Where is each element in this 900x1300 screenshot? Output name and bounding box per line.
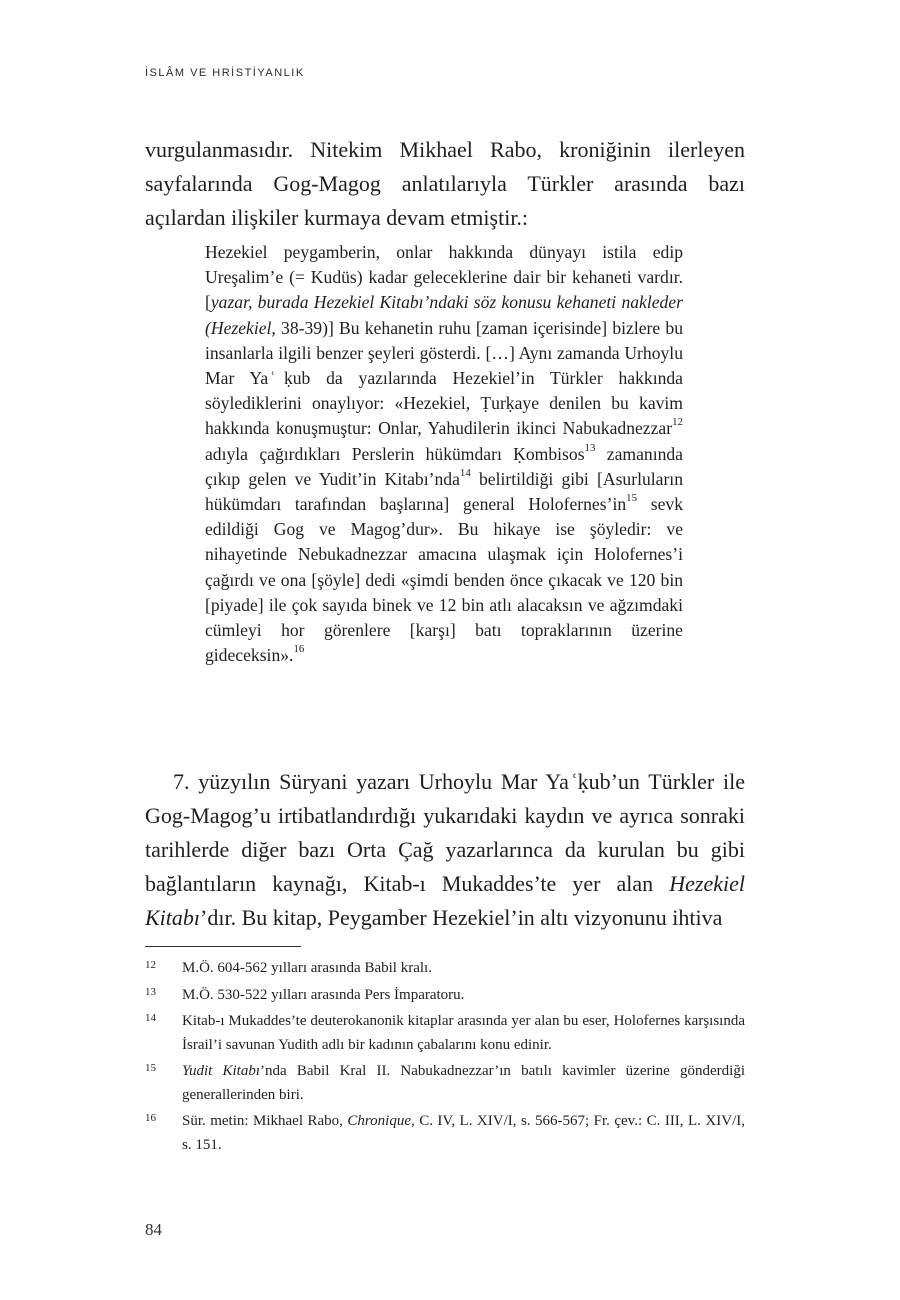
footnote-ref-16[interactable]: 16 — [293, 643, 305, 656]
quote-italic-note: yazar, burada Hezekiel Kitabı’ndaki söz konusu kehaneti nakleder (Hezekiel, — [205, 292, 683, 338]
book-title-italic: Hezekiel Kitabı — [145, 871, 745, 930]
footnote-15 — [145, 1060, 745, 1107]
footnote-14 — [145, 1010, 745, 1057]
paragraph2-text: 7. yüzyılın Süryani yazarı Urhoylu Mar Ya ͑ḳub’un Türkler ile Gog-Magog’u irtibatlandırdığı yukarıdaki kaydın ve ayrıca sonraki tarihlerde diğer bazı Orta Çağ yazarlarınca da kurulan bu gibi bağlantıların kaynağı, Kitab-ı Mukaddes’te yer alan — [145, 769, 745, 896]
footnote-text — [182, 1060, 745, 1107]
quote-text-1: Hezekiel peygamberin, onlar hakkında dünyayı istila edip Ureşalim’e (= Kudüs) kadar geleceklerine dair bir kehaneti vardır. [ — [205, 242, 683, 313]
footnote-text-pre: Sür. metin: Mikhael Rabo, — [182, 1113, 348, 1129]
footnote-ref-13[interactable]: 13 — [584, 441, 596, 454]
footnote-italic: Yudit Kitabı — [182, 1063, 261, 1079]
footnote-italic: Chronique — [347, 1113, 411, 1129]
footnote-number: 15 — [145, 1062, 156, 1074]
footnote-text-rest: , C. IV, L. XIV/I, s. 566-567; Fr. çev.: C. III, L. XIV/I, s. 151. — [182, 1113, 745, 1153]
quote-text-2: 38-39)] Bu kehanetin ruhu [zaman içerisinde] bizlere bu insanlarla ilgili benzer şeyleri gösterdi. […] Aynı zamanda Urhoylu Mar Ya ͑ḳub da yazılarında Hezekiel’in Türkler hakkında söylediklerini onaylıyor: «Hezekiel, Ṭurḳaye denilen bu kavim hakkında konuşmuştur: Onlar, Yahudilerin ikinci Nabukadnezzar — [205, 317, 683, 439]
footnote-text-rest: ’nda Babil Kral II. Nabukadnezzar’ın batılı kavimler üzerine gönderdiği generallerinden biri. — [182, 1063, 745, 1103]
footnote-text: M.Ö. 530-522 yılları arasında Pers İmparatoru. — [182, 986, 465, 1003]
footnote-number: 12 — [145, 959, 156, 971]
footnote-ref-14[interactable]: 14 — [459, 466, 471, 479]
footnote-13 — [145, 984, 745, 1008]
footnote-text — [182, 1110, 745, 1157]
page-number: 84 — [145, 1220, 162, 1239]
footnotes — [145, 957, 745, 1160]
quote-text-4: zamanında çıkıp gelen ve Yudit’in Kitabı’nda — [205, 443, 683, 489]
footnote-number: 13 — [145, 985, 156, 998]
quote-text-6: sevk edildiği Gog ve Magog’dur». Bu hikaye ise şöyledir: ve nihayetinde Nebukadnezzar amacına ulaşmak için Holofernes’i çağırdı ve ona [şöyle] dedi «şimdi benden önce çıkacak ve 120 bin [piyade] ile çok sayıda binek ve 12 bin atlı alacaksın ve ağzımdaki cümleyi hor görenlere [karşı] batı topraklarının üzerine gideceksin». — [205, 494, 683, 666]
footnote-text: M.Ö. 604-562 yılları arasında Babil kralı. — [182, 960, 432, 976]
paragraph2-tail: ’dır. Bu kitap, Peygamber Hezekiel’in altı vizyonunu ihtiva — [200, 905, 723, 930]
body-paragraph-2 — [145, 765, 745, 935]
footnote-ref-15[interactable]: 15 — [626, 492, 638, 504]
footnote-divider — [145, 946, 301, 947]
footnote-16 — [145, 1110, 745, 1157]
footnote-text: Kitab-ı Mukaddes’te deuterokanonik kitaplar arasında yer alan bu eser, Holofernes karşısında İsrail’i savunan Yudith adlı bir kadının çabalarını konu edinir. — [182, 1013, 745, 1053]
footnote-number: 16 — [145, 1112, 156, 1124]
quote-text-5: belirtildiği gibi [Asurluların hükümdarı tarafından başlarına] general Holofernes’in — [205, 468, 683, 515]
footnote-ref-12[interactable]: 12 — [672, 416, 683, 429]
running-header: İSLÂM VE HRİSTİYANLIK — [145, 67, 305, 79]
footnote-12 — [145, 957, 745, 981]
footnote-number: 14 — [145, 1012, 156, 1024]
block-quote — [205, 240, 683, 668]
body-paragraph-1: vurgulanmasıdır. Nitekim Mikhael Rabo, kroniğinin ilerleyen sayfalarında Gog-Magog anlatılarıyla Türkler arasında bazı açılardan ilişkiler kurmaya devam etmiştir.: — [145, 137, 745, 230]
quote-text-3: adıyla çağırdıkları Perslerin hükümdarı Ḳombisos — [205, 443, 585, 464]
